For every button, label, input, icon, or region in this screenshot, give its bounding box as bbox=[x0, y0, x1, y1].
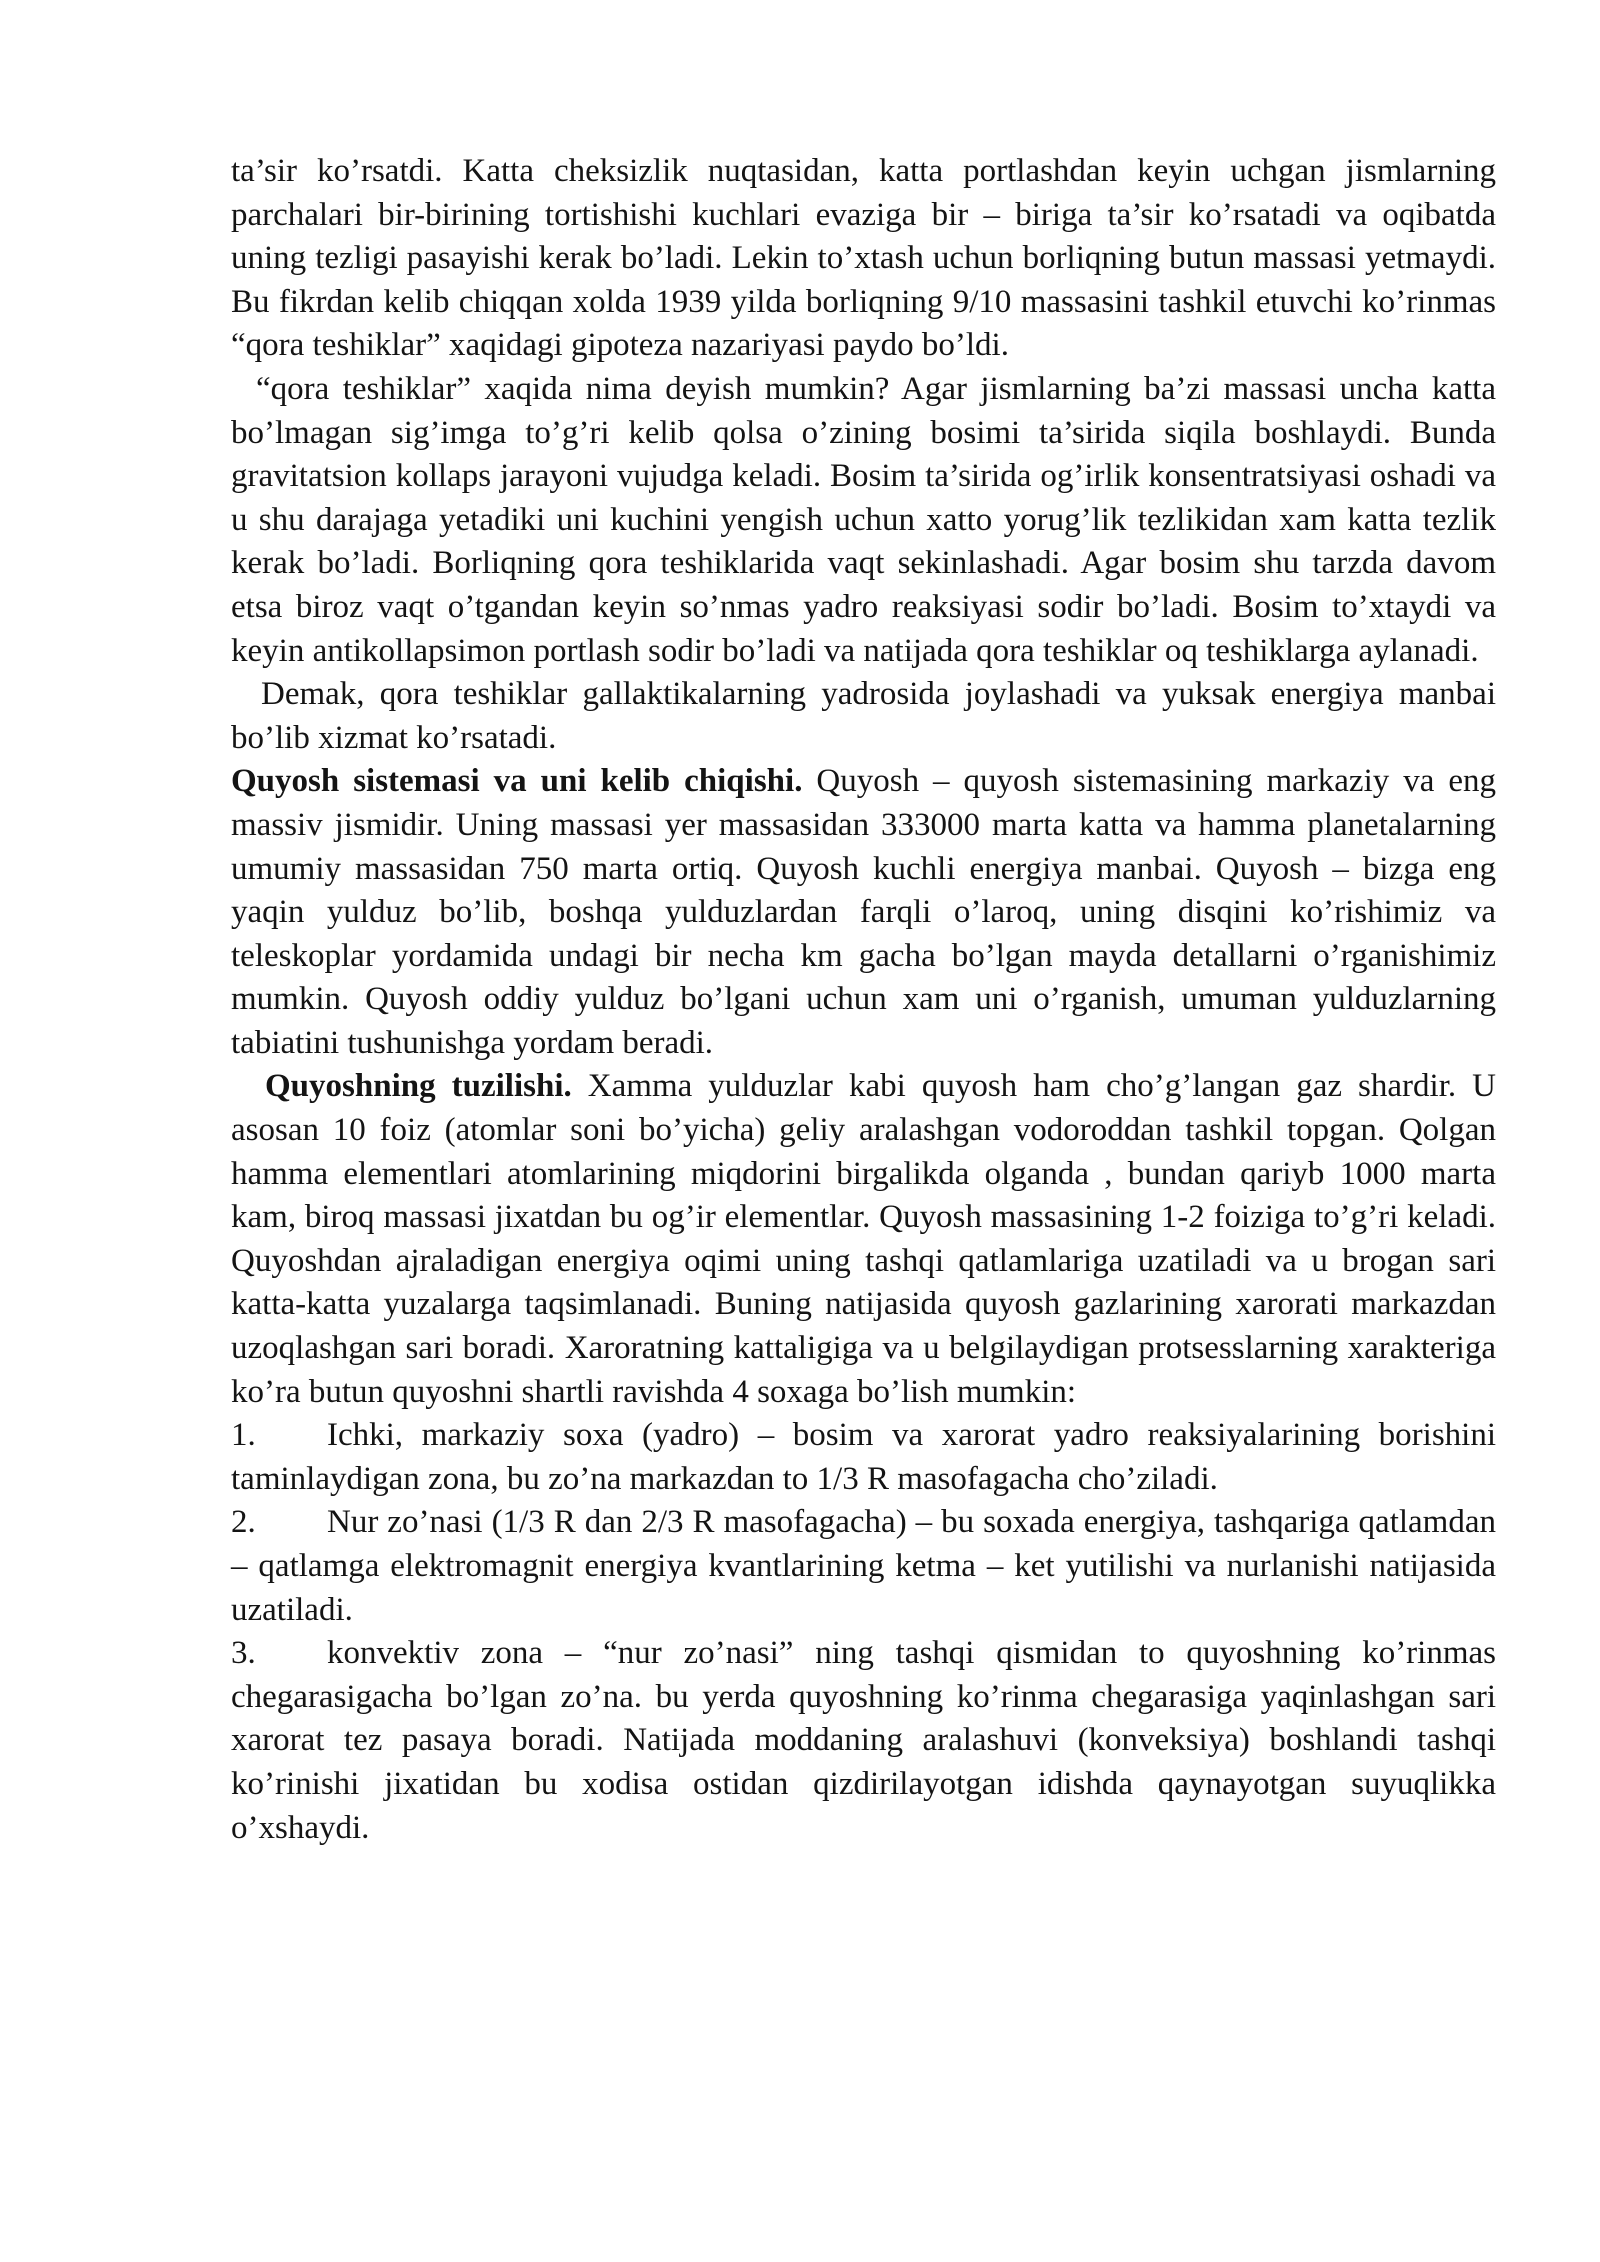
list-item bbox=[231, 1501, 1496, 1632]
list-item-number: 3. bbox=[231, 1635, 256, 1672]
paragraph-1 bbox=[231, 150, 1496, 368]
list-item bbox=[231, 1414, 1496, 1501]
paragraph-black-holes-text: “qora teshiklar” xaqida nima deyish mumkin? Agar jismlarning ba’zi massasi uncha katta bo’lmagan sig’imga to’g’ri kelib qolsa o’zining bosimi ta’sirida siqila boshlaydi. Bunda gravitatsion kollaps jarayoni vujudga keladi. Bosim ta’sirida og’irlik konsentratsiyasi oshadi va u shu darajaga yetadiki uni kuchini yengish uchun xatto yorug’lik tezlikidan xam katta tezlik kerak bo’ladi. Borliqning qora teshiklarida vaqt sekinlashadi. Agar bosim shu tarzda davom etsa biroz vaqt o’tgandan keyin so’nmas yadro reaksiyasi sodir bo’ladi. Bosim to’xtaydi va keyin antikollapsimon portlash sodir bo’ladi va natijada qora teshiklar oq teshiklarga aylanadi. bbox=[231, 370, 1496, 669]
section-sun-structure-text: Xamma yulduzlar kabi quyosh ham cho’g’langan gaz shardir. U asosan 10 foiz (atomlar soni bo’yicha) geliy aralashgan vodoroddan tashkil topgan. Qolgan hamma elementlari atomlarining miqdorini birgalikda olganda , bundan qariyb 1000 marta kam, biroq massasi jixatdan bu og’ir elementlar. Quyosh massasining 1-2 foiziga to’g’ri keladi. Quyoshdan ajraladigan energiya oqimi uning tashqi qatlamlariga uzatiladi va u brogan sari katta-katta yuzalarga taqsimlanadi. Buning natijasida quyosh gazlarining xarorati markazdan uzoqlashgan sari boradi. Xaroratning kattaligiga va u belgilaydigan protsesslarning xarakteriga ko’ra butun quyoshni shartli ravishda 4 soxaga bo’lish mumkin: bbox=[231, 1068, 1496, 1410]
list-item-number: 1. bbox=[231, 1417, 256, 1454]
paragraph-black-holes bbox=[231, 368, 1496, 673]
section-heading-sun-structure: Quyoshning tuzilishi. bbox=[265, 1068, 572, 1105]
list-item-text: Ichki, markaziy soxa (yadro) – bosim va xarorat yadro reaksiyalarining borishini taminlaydigan zona, bu zo’na markazdan to 1/3 R masofagacha cho’ziladi. bbox=[231, 1417, 1496, 1497]
paragraph-conclusion-text: Demak, qora teshiklar gallaktikalarning yadrosida joylashadi va yuksak energiya manbai bo’lib xizmat ko’rsatadi. bbox=[231, 676, 1496, 756]
section-solar-system bbox=[231, 760, 1496, 1065]
list-item bbox=[231, 1632, 1496, 1850]
paragraph-conclusion bbox=[231, 673, 1496, 760]
section-heading-solar-system: Quyosh sistemasi va uni kelib chiqishi. bbox=[231, 763, 803, 800]
list-item-text: konvektiv zona – “nur zo’nasi” ning tashqi qismidan to quyoshning ko’rinmas chegarasigacha bo’lgan zo’na. bu yerda quyoshning ko’rinma chegarasiga yaqinlashgan sari xarorat tez pasaya boradi. Natijada moddaning aralashuvi (konveksiya) boshlandi tashqi ko’rinishi jixatidan bu xodisa ostidan qizdirilayotgan idishda qaynayotgan suyuqlikka o’xshaydi. bbox=[231, 1635, 1496, 1846]
section-solar-system-text: Quyosh – quyosh sistemasining markaziy va eng massiv jismidir. Uning massasi yer massasidan 333000 marta katta va hamma planetalarning umumiy massasidan 750 marta ortiq. Quyosh kuchli energiya manbai. Quyosh – bizga eng yaqin yulduz bo’lib, boshqa yulduzlardan farqli o’laroq, uning disqini ko’rishimiz va teleskoplar yordamida undagi bir necha km gacha bo’lgan mayda detallarni o’rganishimiz mumkin. Quyosh oddiy yulduz bo’lgani uchun xam uni o’rganish, umuman yulduzlarning tabiatini tushunishga yordam beradi. bbox=[231, 763, 1496, 1061]
list-item-number: 2. bbox=[231, 1504, 256, 1541]
list-item-text: Nur zo’nasi (1/3 R dan 2/3 R masofagacha) – bu soxada energiya, tashqariga qatlamdan – qatlamga elektromagnit energiya kvantlarining ketma – ket yutilishi va nurlanishi natijasida uzatiladi. bbox=[231, 1504, 1496, 1628]
paragraph-1-text: ta’sir ko’rsatdi. Katta cheksizlik nuqtasidan, katta portlashdan keyin uchgan jismlarning parchalari bir-birining tortishishi kuchlari evaziga bir – biriga ta’sir ko’rsatadi va oqibatda uning tezligi pasayishi kerak bo’ladi. Lekin to’xtash uchun borliqning butun massasi yetmaydi. Bu fikrdan kelib chiqqan xolda 1939 yilda borliqning 9/10 massasini tashkil etuvchi ko’rinmas “qora teshiklar” xaqidagi gipoteza nazariyasi paydo bo’ldi. bbox=[231, 153, 1496, 364]
section-sun-structure bbox=[231, 1065, 1496, 1414]
document-page bbox=[231, 150, 1496, 1850]
